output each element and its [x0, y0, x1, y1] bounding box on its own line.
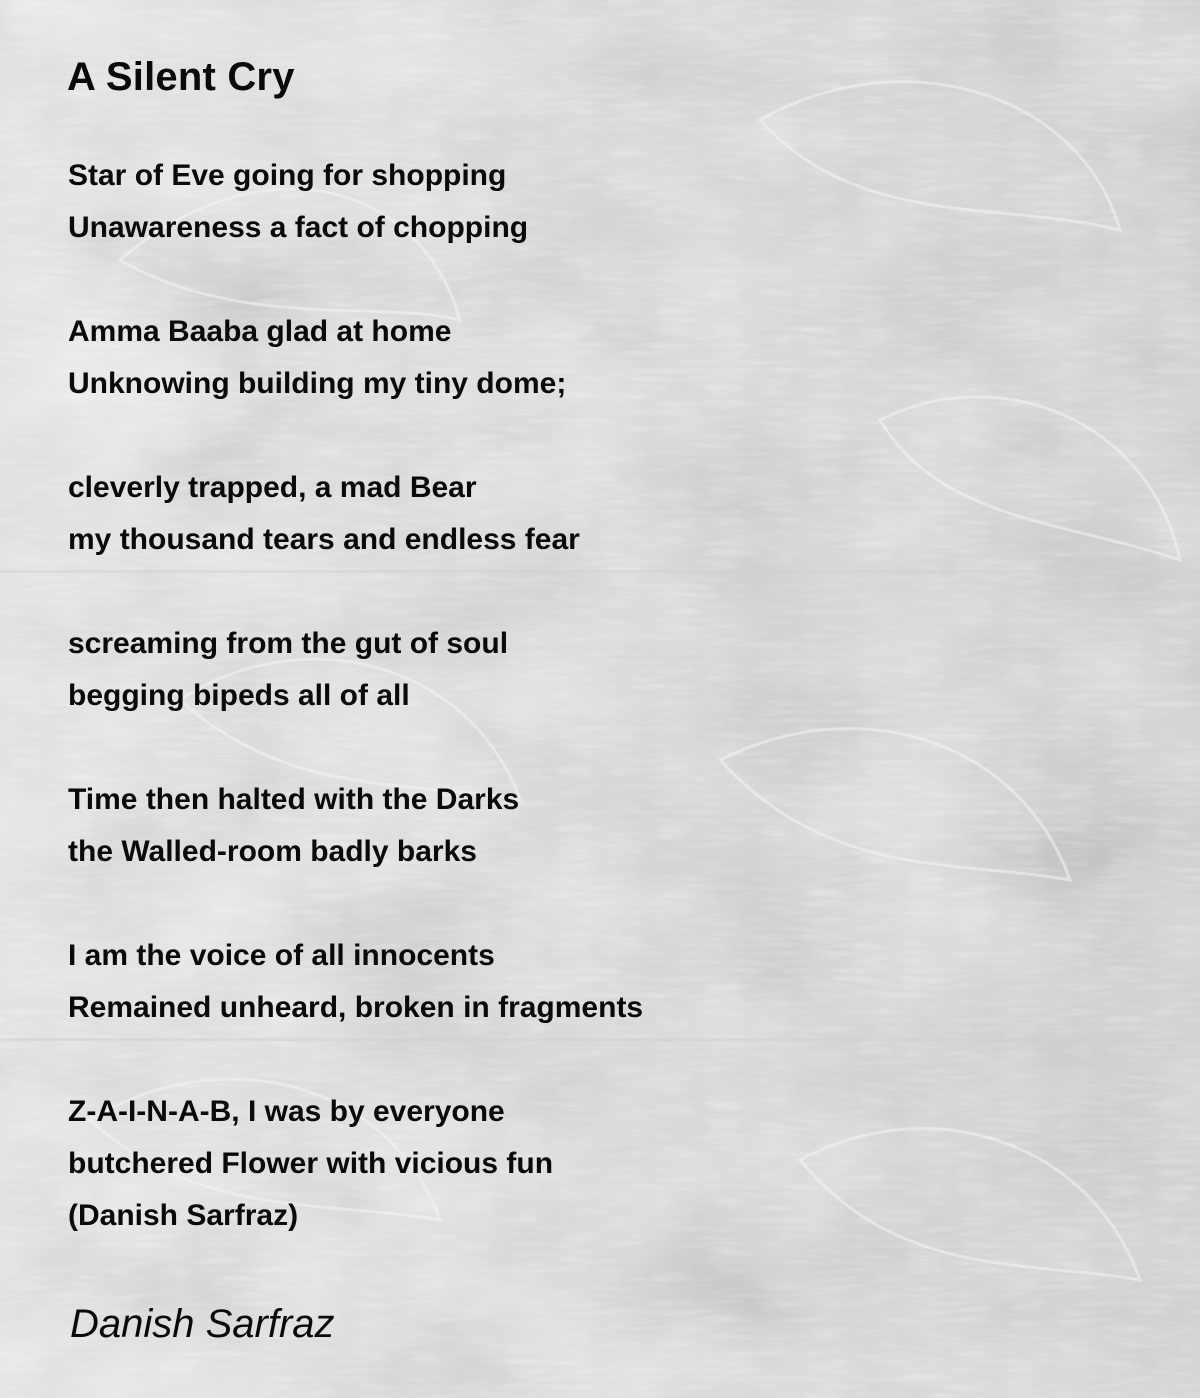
- poem-line: butchered Flower with vicious fun: [68, 1147, 554, 1180]
- stanza-break: [68, 1034, 1168, 1086]
- poem-title: A Silent Cry: [67, 55, 295, 99]
- poem-line: Remained unheard, broken in fragments: [68, 991, 644, 1024]
- poem-line: screaming from the gut of soul: [68, 627, 509, 660]
- poem-line: Unknowing building my tiny dome;: [68, 367, 567, 400]
- poem-line: I am the voice of all innocents: [68, 939, 495, 972]
- poem-line: begging bipeds all of all: [68, 679, 410, 712]
- stanza-break: [68, 722, 1168, 774]
- poem-line: Z-A-I-N-A-B, I was by everyone: [68, 1095, 505, 1128]
- stanza-break: [68, 254, 1168, 306]
- poem-line: (Danish Sarfraz): [68, 1199, 299, 1232]
- poem-line: the Walled-room badly barks: [68, 835, 477, 868]
- stanza-break: [68, 878, 1168, 930]
- poem-line: Time then halted with the Darks: [68, 783, 520, 816]
- stanza-break: [68, 566, 1168, 618]
- poem-line: Star of Eve going for shopping: [68, 159, 507, 192]
- poem-line: my thousand tears and endless fear: [68, 523, 580, 556]
- poem-line: cleverly trapped, a mad Bear: [68, 471, 477, 504]
- poem-line: Amma Baaba glad at home: [68, 315, 452, 348]
- poem-body: [68, 150, 1168, 1242]
- stanza-break: [68, 410, 1168, 462]
- poem-line: Unawareness a fact of chopping: [68, 211, 529, 244]
- poem-author: Danish Sarfraz: [70, 1302, 335, 1346]
